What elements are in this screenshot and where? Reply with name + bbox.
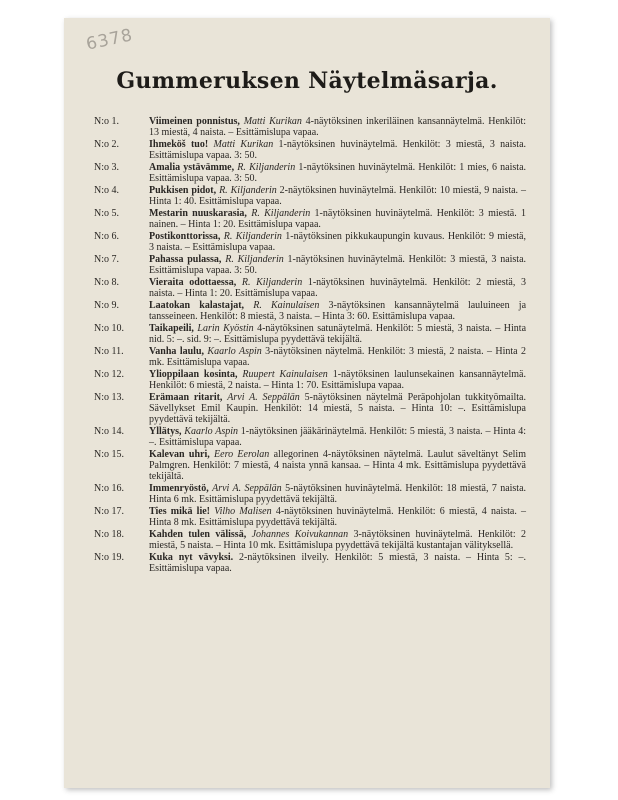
play-title: Erämaan ritarit, xyxy=(149,392,223,403)
entry-number: N:o 12. xyxy=(94,369,124,380)
play-title: Kalevan uhri, xyxy=(149,449,210,460)
list-item xyxy=(94,162,526,184)
play-details: 1-näytöksinen huvinäytelmä. Henkilöt: 2 miestä, 3 naista. – Hinta 1: 20. Esittämislupa vapaa. xyxy=(149,277,526,299)
list-item xyxy=(94,254,526,276)
play-author: Matti Kurikan xyxy=(243,116,302,127)
entry-text xyxy=(149,139,526,161)
play-details: 1-näytöksinen pikkukaupungin kuvaus. Henkilöt: 9 miestä, 3 naista. – Esittämislupa vapaa. xyxy=(149,231,526,253)
play-details: 3-näytöksinen näytelmä. Henkilöt: 3 miestä, 2 naista. – Hinta 2 mk. Esittämislupa vapaa. xyxy=(149,346,527,368)
play-title: Mestarin nuuskarasia, xyxy=(149,208,247,219)
play-title: Pahassa pulassa, xyxy=(149,254,222,265)
entry-text xyxy=(149,426,526,448)
play-details: 3-näytöksinen huvinäytelmä. Henkilöt: 2 miestä, 5 naista. – Hinta 10 mk. Esittämislupa pyydettävä tekijältä kustantajan välityksellä. xyxy=(149,529,526,551)
book-back-cover xyxy=(64,18,550,788)
entry-number: N:o 17. xyxy=(94,506,124,517)
play-details: 1-näytöksinen laulunsekainen kansannäytelmä. Henkilöt: 6 miestä, 2 naista. – Hinta 1: 70. Esittämislupa vapaa. xyxy=(149,369,526,391)
entry-number: N:o 10. xyxy=(94,323,124,334)
play-author: R. Kiljanderin xyxy=(225,254,284,265)
entry-text xyxy=(149,552,526,574)
play-author: Kaarlo Aspin xyxy=(207,346,262,357)
play-details: allegorinen 4-näytöksinen näytelmä. Laulut säveltänyt Selim Palmgren. Henkilöt: 7 miestä, 4 naista ynnä kansaa. – Hinta 4 mk. Esittämislupa pyydettävä tekijältä. xyxy=(149,449,526,482)
play-author: Vilho Malisen xyxy=(214,506,272,517)
play-title: Amalia ystävämme, xyxy=(149,162,235,173)
entry-number: N:o 3. xyxy=(94,162,119,173)
play-author: Matti Kurikan xyxy=(213,139,274,150)
play-title: Ties mikä lie! xyxy=(149,506,211,517)
entry-text xyxy=(149,323,526,345)
play-title: Taikapeili, xyxy=(149,323,194,334)
play-author: Arvi A. Seppälän xyxy=(212,483,282,494)
entry-text xyxy=(149,208,526,230)
entry-text xyxy=(149,185,526,207)
list-item xyxy=(94,277,526,299)
play-author: R. Kiljanderin xyxy=(241,277,303,288)
play-title: Postikonttorissa, xyxy=(149,231,221,242)
play-title: Laatokan kalastajat, xyxy=(149,300,245,311)
pencil-annotation: 6378 xyxy=(84,25,135,55)
entry-number: N:o 2. xyxy=(94,139,119,150)
entry-text xyxy=(149,506,526,528)
play-details: 2-näytöksinen ilveily. Henkilöt: 5 miestä, 3 naista. – Hinta 5: –. Esittämislupa vapaa. xyxy=(149,552,526,574)
play-title: Kahden tulen välissä, xyxy=(149,529,247,540)
play-title: Yllätys, xyxy=(149,426,182,437)
entry-number: N:o 7. xyxy=(94,254,119,265)
entry-text xyxy=(149,346,526,368)
entry-number: N:o 8. xyxy=(94,277,119,288)
list-item xyxy=(94,426,526,448)
list-item xyxy=(94,139,526,161)
entry-number: N:o 11. xyxy=(94,346,124,357)
play-author: R. Kainulaisen xyxy=(253,300,320,311)
play-author: Eero Eerolan xyxy=(214,449,270,460)
page-title: Gummeruksen Näytelmäsarja. xyxy=(116,68,498,94)
play-details: 1-näytöksinen jääkärinäytelmä. Henkilöt: 5 miestä, 3 naista. – Hinta 4: –. Esittämislupa vapaa. xyxy=(149,426,526,448)
play-author: Kaarlo Aspin xyxy=(184,426,238,437)
play-author: Larin Kyöstin xyxy=(197,323,254,334)
entry-text xyxy=(149,254,526,276)
list-item xyxy=(94,300,526,322)
play-details: 3-näytöksinen kansannäytelmä lauluineen ja tansseineen. Henkilöt: 8 miestä, 3 naista. – Hinta 3: 60. Esittämislupa vapaa. xyxy=(149,300,527,322)
entry-number: N:o 15. xyxy=(94,449,124,460)
play-details: 4-näytöksinen inkeriläinen kansannäytelmä. Henkilöt: 13 miestä, 4 naista. – Esittämislupa vapaa. xyxy=(149,116,527,138)
list-item xyxy=(94,483,526,505)
play-author: R. Kiljanderin xyxy=(223,231,282,242)
list-item xyxy=(94,506,526,528)
play-details: 5-näytöksinen näytelmä Peräpohjolan tukkityömailta. Sävellykset Emil Kaupin. Henkilöt: 14 miestä, 5 naista. – Hinta 10: –. Esittämislupa pyydettävä tekijältä. xyxy=(149,392,526,425)
play-title: Immenryöstö, xyxy=(149,483,209,494)
list-item xyxy=(94,231,526,253)
play-author: R. Kiljanderin xyxy=(237,162,296,173)
play-details: 1-näytöksinen huvinäytelmä. Henkilöt: 1 mies, 6 naista. Esittämislupa vapaa. 3: 50. xyxy=(149,162,527,184)
list-item xyxy=(94,552,526,574)
entry-number: N:o 1. xyxy=(94,116,119,127)
entry-number: N:o 19. xyxy=(94,552,124,563)
play-author: Ruupert Kainulaisen xyxy=(242,369,328,380)
play-title: Pukkisen pidot, xyxy=(149,185,217,196)
entry-text xyxy=(149,449,526,482)
entry-number: N:o 13. xyxy=(94,392,124,403)
list-item xyxy=(94,369,526,391)
entry-number: N:o 4. xyxy=(94,185,119,196)
entry-text xyxy=(149,162,526,184)
play-author: R. Kiljanderin xyxy=(219,185,277,196)
play-details: 4-näytöksinen satunäytelmä. Henkilöt: 5 miestä, 3 naista. – Hinta nid. 5: –. sid. 9: –. Esittämislupa pyydettävä tekijältä. xyxy=(149,323,527,345)
play-title: Ihmeköš tuo! xyxy=(149,139,209,150)
play-list xyxy=(94,116,526,575)
entry-number: N:o 14. xyxy=(94,426,124,437)
list-item xyxy=(94,116,526,138)
entry-number: N:o 18. xyxy=(94,529,124,540)
entry-number: N:o 9. xyxy=(94,300,119,311)
entry-text xyxy=(149,277,526,299)
list-item xyxy=(94,208,526,230)
play-title: Ylioppilaan kosinta, xyxy=(149,369,238,380)
play-author: R. Kiljanderin xyxy=(251,208,311,219)
play-details: 2-näytöksinen huvinäytelmä. Henkilöt: 10 miestä, 9 naista. – Hinta 1: 40. Esittämislupa vapaa. xyxy=(149,185,526,207)
list-item xyxy=(94,346,526,368)
entry-number: N:o 16. xyxy=(94,483,124,494)
list-item xyxy=(94,323,526,345)
list-item xyxy=(94,185,526,207)
entry-text xyxy=(149,483,526,505)
list-item xyxy=(94,449,526,482)
play-title: Viimeinen ponnistus, xyxy=(149,116,240,127)
play-details: 5-näytöksinen huvinäytelmä. Henkilöt: 18 miestä, 7 naista. Hinta 6 mk. Esittämislupa pyydettävä tekijältä. xyxy=(149,483,527,505)
play-title: Vieraita odottaessa, xyxy=(149,277,237,288)
entry-text xyxy=(149,300,526,322)
play-title: Kuka nyt vävyksi. xyxy=(149,552,234,563)
play-details: 1-näytöksinen huvinäytelmä. Henkilöt: 3 miestä. 1 nainen. – Hinta 1: 20. Esittämislupa vapaa. xyxy=(149,208,526,230)
entry-number: N:o 6. xyxy=(94,231,119,242)
list-item xyxy=(94,529,526,551)
entry-number: N:o 5. xyxy=(94,208,119,219)
list-item xyxy=(94,392,526,425)
entry-text xyxy=(149,369,526,391)
play-author: Arvi A. Seppälän xyxy=(227,392,300,403)
play-details: 4-näytöksinen huvinäytelmä. Henkilöt: 6 miestä, 4 naista. – Hinta 8 mk. Esittämislupa pyydettävä tekijältä. xyxy=(149,506,527,528)
play-author: Johannes Koivukannan xyxy=(251,529,349,540)
entry-text xyxy=(149,392,526,425)
entry-text xyxy=(149,231,526,253)
entry-text xyxy=(149,116,526,138)
play-details: 1-näytöksinen huvinäytelmä. Henkilöt: 3 miestä, 3 naista. Esittämislupa vapaa. 3: 50. xyxy=(149,139,527,161)
play-title: Vanha laulu, xyxy=(149,346,205,357)
entry-text xyxy=(149,529,526,551)
play-details: 1-näytöksinen huvinäytelmä. Henkilöt: 3 miestä, 3 naista. Esittämislupa vapaa. 3: 50. xyxy=(149,254,527,276)
